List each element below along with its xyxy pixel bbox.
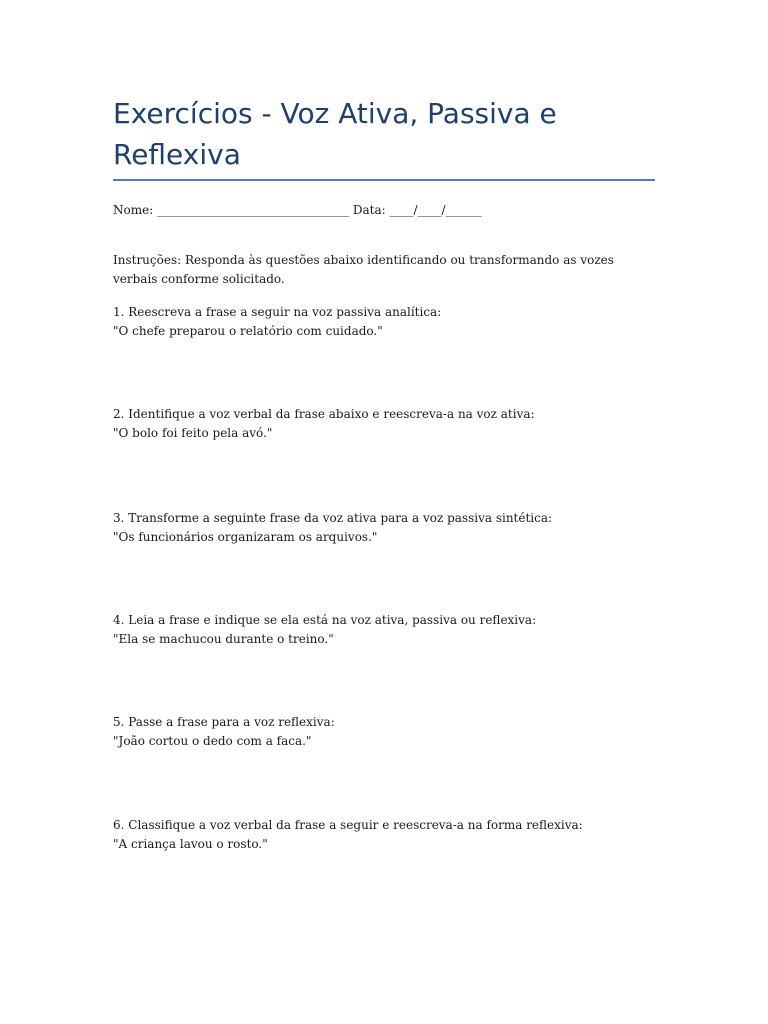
question-4-prompt: 4. Leia a frase e indique se ela está na voz ativa, passiva ou reflexiva: [113,613,537,627]
question-2 [113,405,655,443]
question-5-sentence: "João cortou o dedo com a faca." [113,734,312,748]
question-1-prompt: 1. Reescreva a frase a seguir na voz passiva analítica: [113,305,442,319]
question-4-sentence: "Ela se machucou durante o treino." [113,632,334,646]
question-6-prompt: 6. Classifique a voz verbal da frase a seguir e reescreva-a na forma reflexiva: [113,818,583,832]
question-5 [113,713,655,751]
question-3-sentence: "Os funcionários organizaram os arquivos." [113,530,378,544]
question-4 [113,611,655,649]
instructions-paragraph: Instruções: Responda às questões abaixo identificando ou transformando as vozes verbais conforme solicitado. [113,253,614,286]
question-1-sentence: "O chefe preparou o relatório com cuidado." [113,324,383,338]
question-2-prompt: 2. Identifique a voz verbal da frase abaixo e reescreva-a na voz ativa: [113,407,535,421]
question-1 [113,303,655,341]
document-title: Exercícios - Voz Ativa, Passiva e Reflexiva [113,97,557,171]
question-2-sentence: "O bolo foi feito pela avó." [113,426,273,440]
name-date-line: Nome: ________________________________ Data: ____/____/______ [113,203,482,217]
question-3 [113,509,655,547]
title-underline [113,179,655,181]
question-6-sentence: "A criança lavou o rosto." [113,837,268,851]
question-3-prompt: 3. Transforme a seguinte frase da voz ativa para a voz passiva sintética: [113,511,553,525]
question-5-prompt: 5. Passe a frase para a voz reflexiva: [113,715,335,729]
question-6 [113,816,655,854]
